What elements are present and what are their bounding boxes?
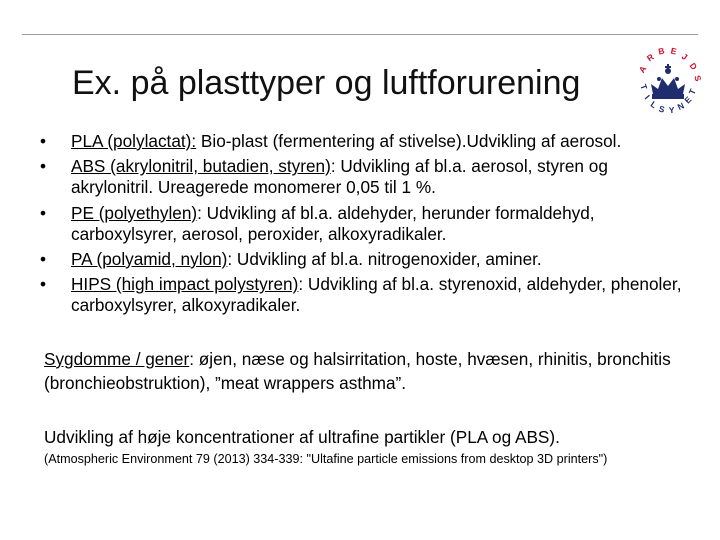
top-rule	[22, 34, 698, 35]
crown-icon	[651, 64, 685, 99]
plastic-term: PLA (polylactat)	[71, 131, 192, 151]
health-text: : øjen, næse og halsirritation, hoste, hvæsen, rhinitis, bronchitis (bronchieobstruktion), ”meat wrappers asthma”.	[44, 349, 671, 393]
ultrafine-particles-text: Udvikling af høje koncentrationer af ultrafine partikler (PLA og ABS).	[44, 427, 560, 447]
term-separator: :	[330, 156, 336, 177]
svg-text:A: A	[636, 63, 649, 75]
bullet-glyph: •	[40, 202, 47, 223]
bullet-glyph: •	[40, 274, 47, 295]
citation: (Atmospheric Environment 79 (2013) 334-339: "Ultafine particle emissions from desktop 3D printers")	[44, 452, 608, 466]
bullet-glyph: •	[40, 131, 47, 151]
svg-text:S: S	[692, 74, 704, 83]
svg-text:J: J	[679, 51, 690, 62]
svg-text:N: N	[675, 100, 686, 113]
plastic-term: ABS (akrylonitril, butadien, styren)	[71, 156, 331, 177]
svg-text:E: E	[682, 94, 694, 106]
term-separator: :	[298, 274, 304, 295]
svg-text:L: L	[648, 98, 659, 111]
svg-text:B: B	[657, 45, 666, 57]
svg-text:T: T	[686, 87, 698, 97]
plastic-term: PA (polyamid, nylon)	[71, 249, 228, 270]
plastic-description: Udvikling af bl.a. styrenoxid, aldehyder, phenoler, carboxylsyrer, alkoxyradikaler.	[71, 274, 682, 316]
svg-text:T: T	[638, 82, 650, 92]
plastic-types-list	[40, 131, 690, 321]
bullet-glyph: •	[40, 156, 47, 177]
bullet-glyph: •	[40, 249, 47, 270]
term-separator: :	[227, 249, 233, 270]
svg-text:I: I	[642, 92, 652, 102]
svg-text:S: S	[657, 103, 666, 115]
list-item	[40, 156, 690, 198]
plastic-description: Bio-plast (fermentering af stivelse).Udvikling af aerosol.	[196, 131, 622, 151]
list-item	[40, 274, 690, 316]
plastic-description: Udvikling af bl.a. aerosol, styren og akrylonitril. Ureagerede monomerer 0,05 til 1 %.	[71, 156, 608, 198]
list-item	[40, 131, 690, 152]
plastic-description: Udvikling af bl.a. aldehyder, herunder formaldehyd, carboxylsyrer, aerosol, peroxider, alkoxyradikaler.	[71, 202, 595, 244]
plastic-term: HIPS (high impact polystyren)	[71, 274, 299, 295]
list-item	[40, 249, 690, 270]
term-separator: :	[197, 202, 202, 223]
health-label: Sygdomme / gener	[44, 349, 190, 369]
svg-text:D: D	[687, 60, 700, 72]
list-item	[40, 203, 690, 245]
slide-title: Ex. på plasttyper og luftforurening	[72, 64, 581, 102]
health-effects-paragraph	[44, 347, 694, 395]
svg-text:E: E	[669, 45, 678, 57]
arbejdstilsynet-logo	[628, 42, 708, 122]
svg-text:R: R	[644, 51, 656, 64]
term-separator: :	[191, 131, 197, 151]
svg-text:Y: Y	[668, 104, 675, 116]
plastic-description: Udvikling af bl.a. nitrogenoxider, aminer.	[232, 249, 542, 270]
plastic-term: PE (polyethylen)	[71, 202, 198, 223]
